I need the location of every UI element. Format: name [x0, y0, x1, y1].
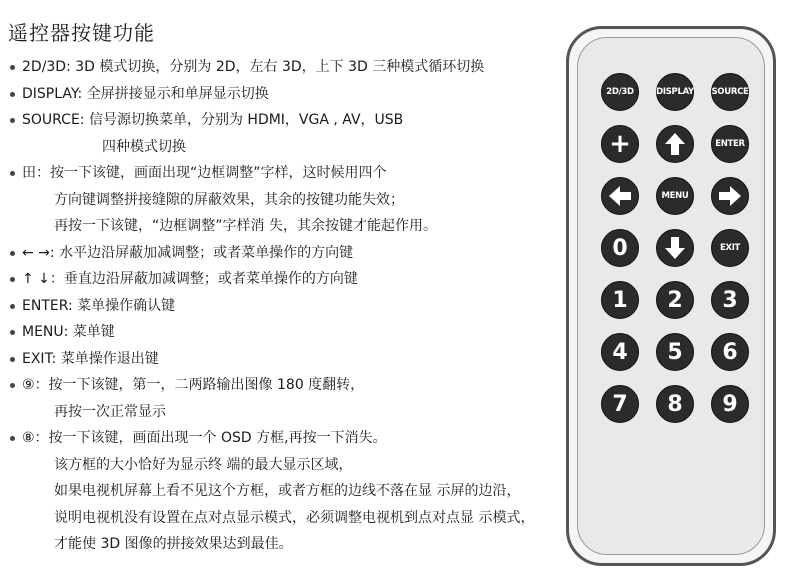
line-eight-cont-1: 该方框的大小恰好为显示终 端的最大显示区域，: [54, 456, 353, 473]
line-horizontal: ← →: 水平边沿屏蔽加减调整；或者菜单操作的方向键: [8, 240, 568, 267]
line-frame-cont-2: 再按一下该键，“边框调整”字样消 失，其余按键才能起作用。: [54, 218, 437, 234]
line-nine-cont: 再按一次正常显示: [54, 403, 166, 420]
up-arrow-icon: [664, 132, 686, 156]
right-arrow-icon: [718, 185, 742, 207]
button-source: SOURCE: [711, 73, 749, 111]
button-5: 5: [656, 333, 694, 371]
button-7: 7: [601, 385, 639, 423]
button-right: [711, 177, 749, 215]
button-8: 8: [656, 385, 694, 423]
remote-body: [577, 37, 765, 555]
line-eight-cont-3: 说明电视机没有设置在点对点显示模式，必须调整电视机到点对点显 示模式，: [54, 509, 535, 526]
button-0: 0: [601, 229, 639, 267]
button-menu: MENU: [656, 177, 694, 215]
remote-control-image: [566, 26, 776, 566]
line-eight-cont-2: 如果电视机屏幕上看不见这个方框，或者方框的边线不落在显 示屏的边沿，: [54, 483, 521, 499]
button-up: [656, 125, 694, 163]
button-exit: EXIT: [711, 229, 749, 267]
line-menu: MENU: 菜单键: [8, 319, 568, 346]
document-body: [8, 20, 568, 558]
button-display: DISPLAY: [656, 73, 694, 111]
line-2d3d: 2D/3D: 3D 模式切换，分别为 2D，左右 3D，上下 3D 三种模式循环切换: [8, 54, 568, 81]
button-2: 2: [656, 281, 694, 319]
line-vertical: ↑ ↓：垂直边沿屏蔽加减调整；或者菜单操作的方向键: [8, 266, 568, 293]
button-4: 4: [601, 333, 639, 371]
button-left: [601, 177, 639, 215]
line-eight-cont-4: 才能使 3D 图像的拼接效果达到最佳。: [54, 536, 293, 552]
line-eight: ⑧：按一下该键，画面出现一个 OSD 方框,再按一下消失。: [8, 425, 568, 452]
down-arrow-icon: [664, 236, 686, 260]
line-enter: ENTER: 菜单操作确认键: [8, 293, 568, 320]
button-1: 1: [601, 281, 639, 319]
button-enter: ENTER: [711, 125, 749, 163]
line-frame-cont-1: 方向键调整拼接缝隙的屏蔽效果，其余的按键功能失效；: [54, 191, 404, 208]
line-nine: ⑨：按一下该键，第一，二两路输出图像 180 度翻转，: [8, 372, 568, 399]
line-source-cont: 四种模式切换: [102, 138, 186, 155]
button-3: 3: [711, 281, 749, 319]
line-frame: 田：按一下该键，画面出现“边框调整”字样，这时候用四个: [8, 160, 568, 187]
left-arrow-icon: [608, 185, 632, 207]
button-9: 9: [711, 385, 749, 423]
line-display: DISPLAY: 全屏拼接显示和单屏显示切换: [8, 81, 568, 108]
button-plus: +: [601, 125, 639, 163]
page-title: 遥控器按键功能: [8, 21, 155, 45]
button-down: [656, 229, 694, 267]
line-exit: EXIT: 菜单操作退出键: [8, 346, 568, 373]
button-6: 6: [711, 333, 749, 371]
button-2d3d: 2D/3D: [601, 73, 639, 111]
line-source: SOURCE: 信号源切换菜单，分别为 HDMI，VGA , AV，USB: [8, 107, 568, 134]
